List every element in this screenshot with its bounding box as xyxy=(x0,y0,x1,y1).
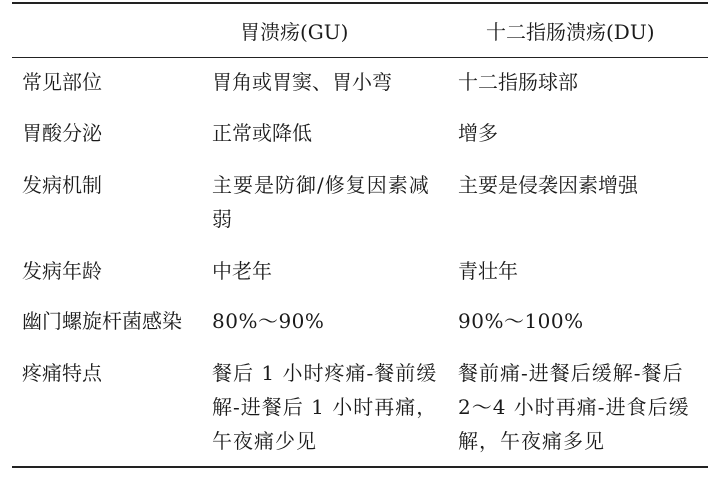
header-row xyxy=(12,3,708,58)
table-row xyxy=(12,109,708,161)
table-row xyxy=(12,247,708,297)
row-label: 发病年龄 xyxy=(22,258,102,283)
cell-gu: 中老年 xyxy=(212,258,272,283)
row-label: 常见部位 xyxy=(22,70,102,94)
cell-du: 青壮年 xyxy=(458,258,518,283)
cell-gu: 80%～90% xyxy=(212,308,325,333)
cell-du: 餐前痛-进餐后缓解-餐后 2～4 小时再痛-进食后缓解，午夜痛多见 xyxy=(458,360,690,453)
comparison-table xyxy=(12,2,708,468)
cell-du: 主要是侵袭因素增强 xyxy=(458,172,638,197)
cell-gu: 正常或降低 xyxy=(212,120,312,145)
table-row xyxy=(12,58,708,109)
table-row xyxy=(12,297,708,349)
header-gu: 胃溃疡(GU) xyxy=(240,20,349,44)
row-label: 疼痛特点 xyxy=(22,360,102,385)
row-label: 胃酸分泌 xyxy=(22,120,102,145)
cell-du: 十二指肠球部 xyxy=(458,70,578,94)
header-du: 十二指肠溃疡(DU) xyxy=(486,20,655,44)
cell-du: 增多 xyxy=(458,120,498,145)
cell-gu: 胃角或胃窦、胃小弯 xyxy=(212,70,392,94)
row-label: 幽门螺旋杆菌感染 xyxy=(22,308,182,333)
table-row xyxy=(12,349,708,467)
table-header xyxy=(12,3,708,58)
row-label: 发病机制 xyxy=(22,172,102,197)
cell-du: 90%～100% xyxy=(458,308,584,333)
header-empty-cell xyxy=(12,3,210,58)
cell-gu: 主要是防御/修复因素减弱 xyxy=(212,172,430,231)
table-row xyxy=(12,161,708,247)
cell-gu: 餐后 1 小时疼痛-餐前缓解-进餐后 1 小时再痛，午夜痛少见 xyxy=(212,360,438,453)
table-body xyxy=(12,58,708,467)
